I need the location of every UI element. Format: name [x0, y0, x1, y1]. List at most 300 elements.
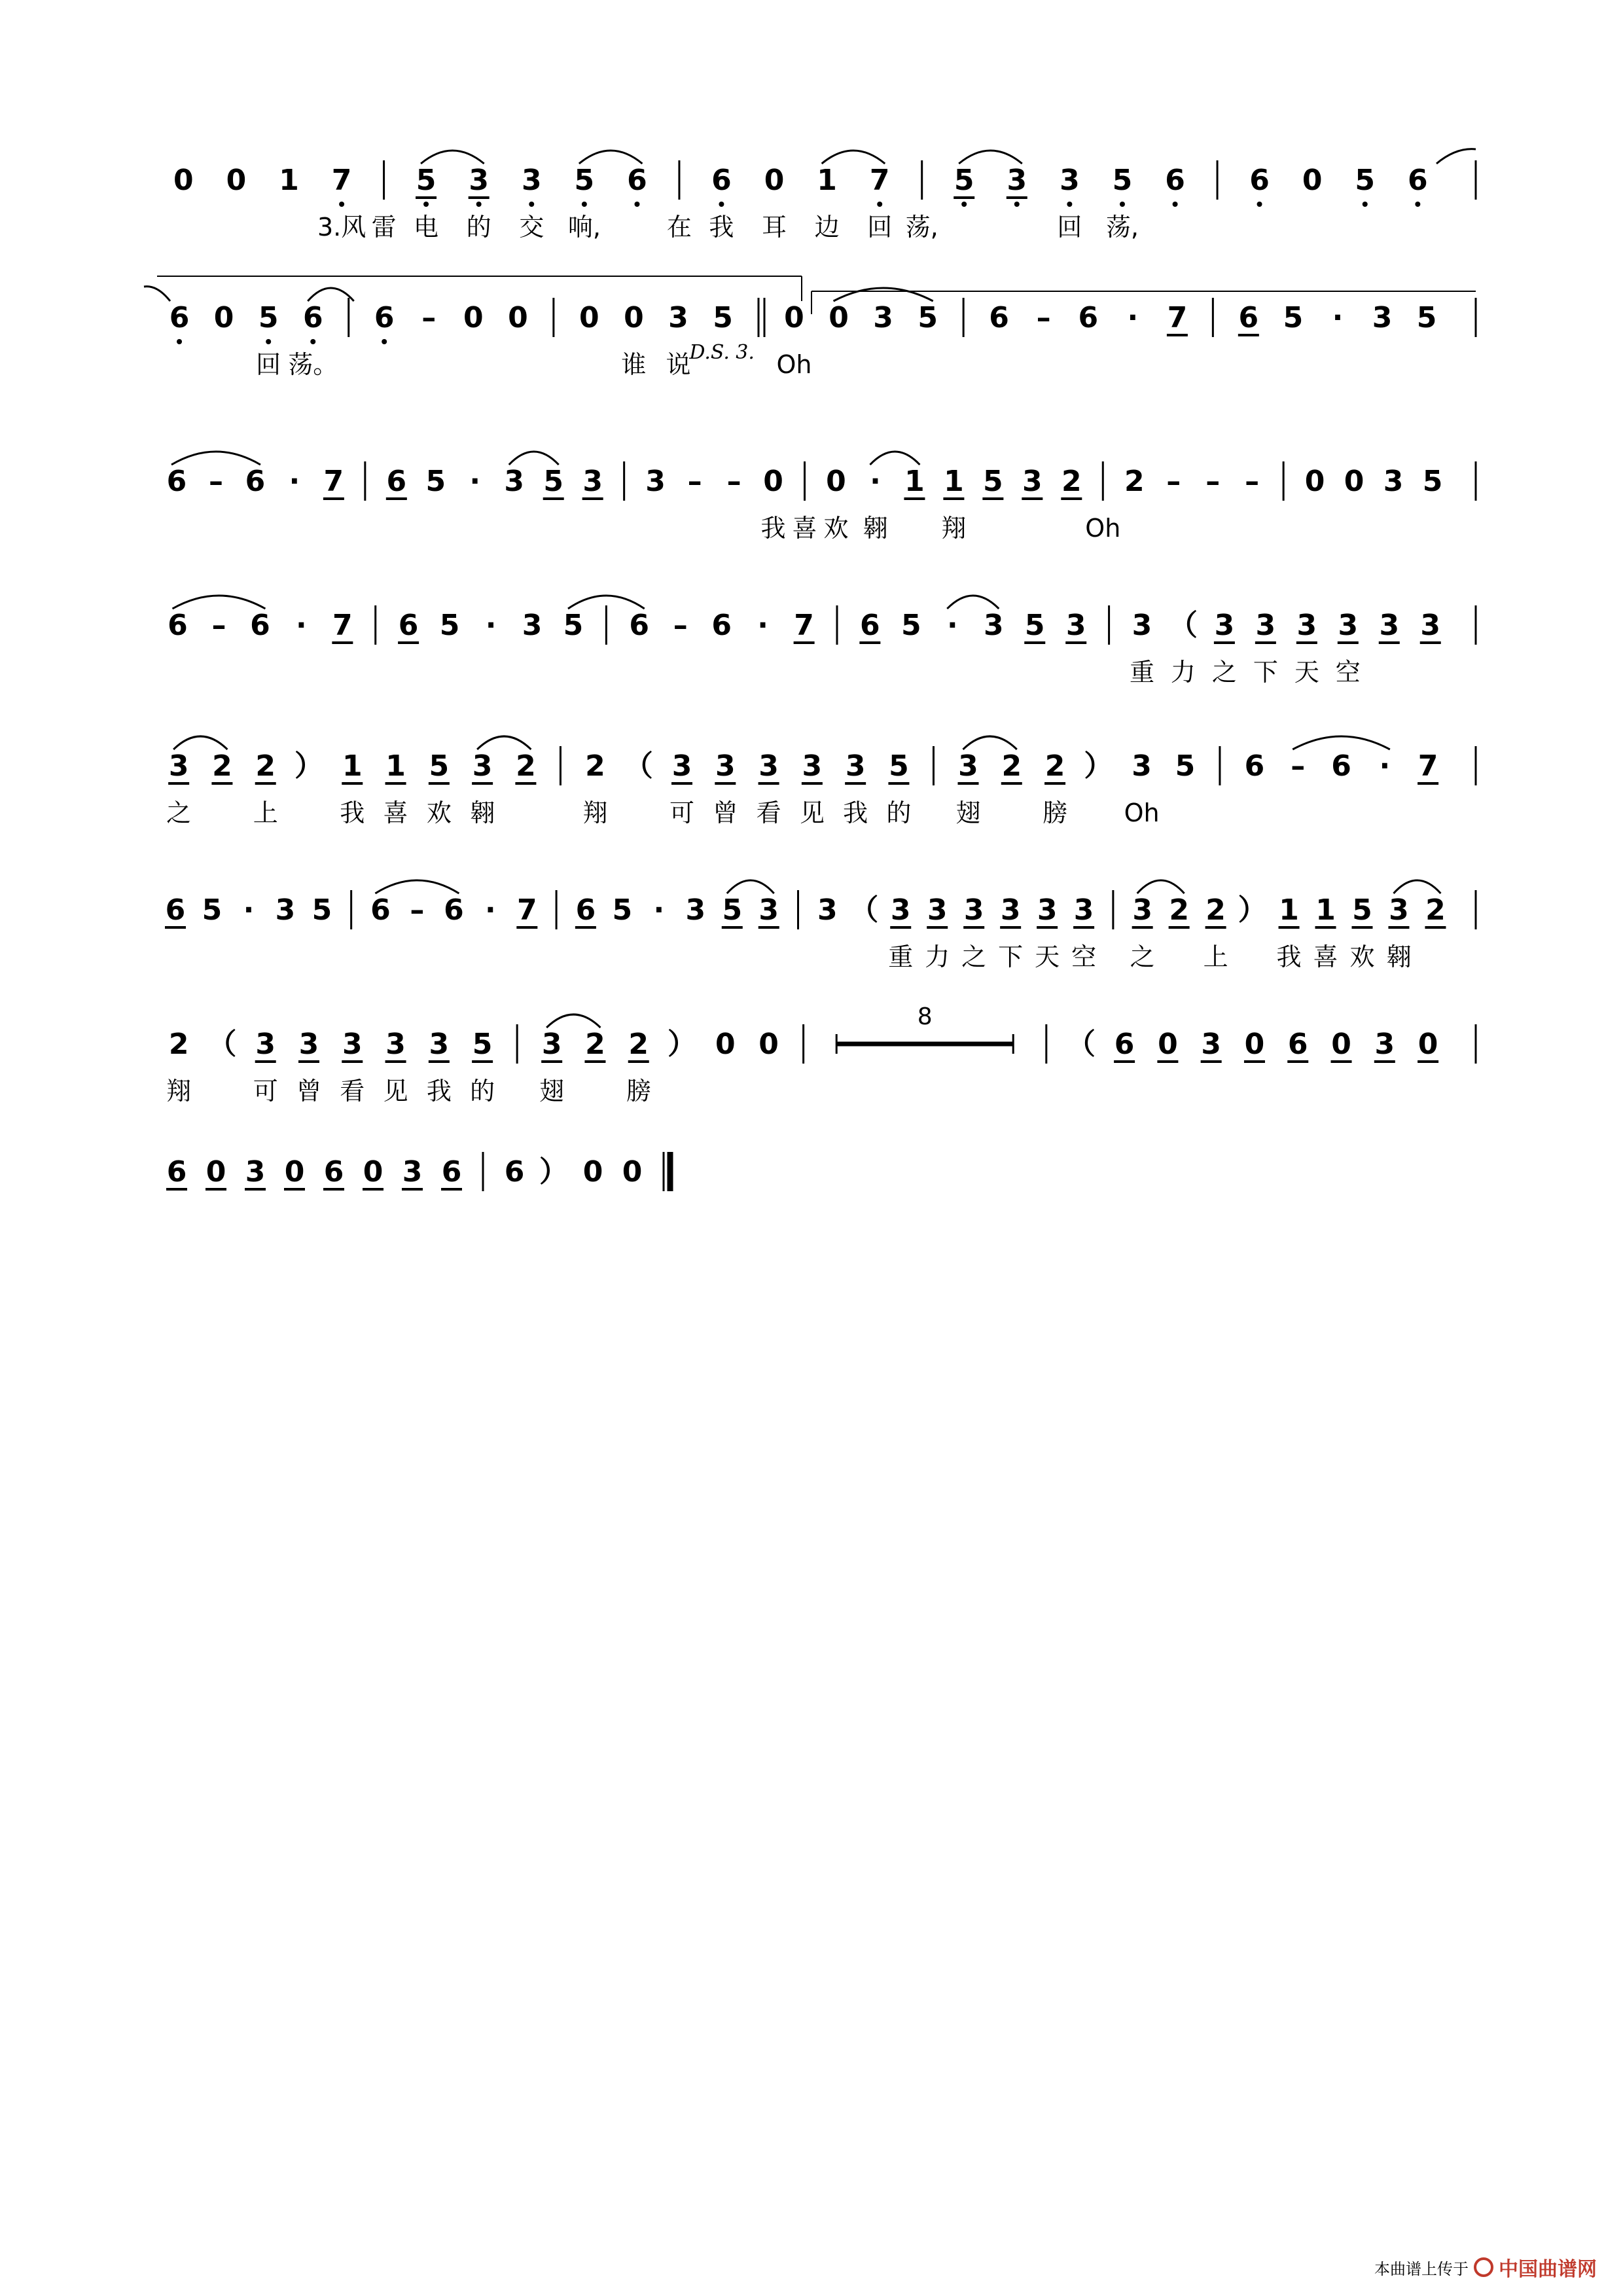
- note: 3: [168, 749, 189, 783]
- lyric: 我: [709, 213, 734, 242]
- note: 6: [323, 1155, 344, 1189]
- octave-dot: [961, 202, 967, 207]
- note: 0: [622, 1155, 643, 1189]
- note: 3: [298, 1028, 319, 1061]
- slur: [1293, 736, 1390, 749]
- upload-credit-text: 本曲谱上传于: [1374, 2259, 1469, 2278]
- lyric: 喜: [383, 798, 408, 827]
- octave-dot: [1120, 202, 1125, 207]
- lyric: 说: [666, 350, 691, 379]
- lyric: Oh: [776, 350, 812, 379]
- octave-dot: [719, 202, 724, 207]
- lyric: 欢: [1349, 942, 1375, 971]
- note: 0: [624, 301, 644, 334]
- lyric: 上: [1203, 942, 1228, 971]
- lyric: 荡。: [288, 350, 338, 379]
- note: 3: [1022, 465, 1043, 498]
- note: （: [624, 749, 653, 783]
- note: 3: [1132, 893, 1152, 927]
- note: 3: [342, 1028, 363, 1061]
- note: 3: [671, 749, 692, 783]
- note: 2: [1124, 465, 1145, 498]
- note: 3: [522, 609, 543, 642]
- octave-dot: [634, 202, 639, 207]
- note: 1: [817, 164, 837, 197]
- lyric: 可: [669, 798, 695, 827]
- site-footer: [1374, 2253, 1597, 2282]
- octave-dot: [1257, 202, 1262, 207]
- note: 2: [1205, 893, 1226, 927]
- note: 5: [1416, 301, 1437, 334]
- note: 1: [385, 749, 406, 783]
- note: 6: [166, 1155, 187, 1189]
- note: 6: [398, 609, 419, 642]
- note: 6: [711, 609, 732, 642]
- note: 1: [1279, 893, 1299, 927]
- octave-dot: [1173, 202, 1178, 207]
- note: 0: [1244, 1028, 1265, 1061]
- note: 6: [302, 301, 323, 334]
- note: 5: [416, 164, 437, 197]
- note: （: [849, 893, 879, 927]
- note: 1: [944, 465, 964, 498]
- slur: [375, 880, 459, 893]
- lyric: 下: [1253, 658, 1278, 687]
- lyric: 我: [760, 514, 786, 543]
- note: –: [410, 893, 425, 927]
- note: ·: [485, 609, 497, 642]
- note: 6: [504, 1155, 525, 1189]
- note: 5: [983, 465, 1003, 498]
- note: 5: [1283, 301, 1304, 334]
- note: 2: [212, 749, 232, 783]
- note: 6: [441, 1155, 462, 1189]
- note: 6: [1114, 1028, 1135, 1061]
- lyric: 我: [340, 798, 365, 827]
- note: 0: [829, 301, 849, 334]
- note: 3: [645, 465, 666, 498]
- note: 5: [722, 893, 743, 927]
- lyric: 的: [470, 1077, 495, 1105]
- note: 7: [1167, 301, 1188, 334]
- lyric: 见: [383, 1077, 408, 1105]
- note: ·: [243, 893, 255, 927]
- note: –: [726, 465, 741, 498]
- note: 3: [1255, 609, 1276, 642]
- note: 3: [958, 749, 978, 783]
- lyric: 翱: [470, 798, 495, 827]
- note: 2: [255, 749, 276, 783]
- octave-dot: [476, 202, 482, 207]
- note: 2: [1425, 893, 1446, 927]
- note: 5: [1355, 164, 1376, 197]
- note: 2: [628, 1028, 649, 1061]
- note: 3: [802, 749, 823, 783]
- lyric: 可: [253, 1077, 278, 1105]
- lyric: 边: [814, 213, 840, 242]
- note: 3: [469, 164, 489, 197]
- note: 3: [1132, 749, 1152, 783]
- note: 6: [575, 893, 596, 927]
- note: 3: [1065, 609, 1086, 642]
- note: 5: [258, 301, 279, 334]
- note: 0: [1344, 465, 1364, 498]
- note: 3: [1037, 893, 1058, 927]
- note: 3: [758, 893, 779, 927]
- note: –: [1245, 465, 1260, 498]
- note: 0: [579, 301, 599, 334]
- note: 3: [685, 893, 706, 927]
- note: 0: [173, 164, 194, 197]
- note: 0: [826, 465, 846, 498]
- note: 5: [1175, 749, 1196, 783]
- note: ）: [1084, 749, 1113, 783]
- note: 7: [794, 609, 814, 642]
- lyric: Oh: [1124, 798, 1160, 827]
- note: 0: [784, 301, 804, 334]
- note: 3: [1420, 609, 1441, 642]
- note: 2: [585, 749, 605, 783]
- note: 7: [869, 164, 890, 197]
- note: ·: [484, 893, 496, 927]
- site-logo-icon: [1474, 2257, 1493, 2277]
- note: 0: [715, 1028, 736, 1061]
- note: ·: [469, 465, 481, 498]
- slur: [579, 151, 643, 164]
- note: 6: [627, 164, 647, 197]
- note: 6: [860, 609, 880, 642]
- note: 5: [901, 609, 921, 642]
- note: 3: [817, 893, 838, 927]
- slur: [963, 736, 1016, 749]
- note: 3: [541, 1028, 562, 1061]
- lyric: 曾: [713, 798, 738, 827]
- lyric: 膀: [1043, 798, 1068, 827]
- note: （: [1066, 1028, 1096, 1061]
- note: ·: [653, 893, 665, 927]
- note: 0: [213, 301, 234, 334]
- note: 3: [845, 749, 866, 783]
- note: 5: [1112, 164, 1133, 197]
- note: 5: [574, 164, 595, 197]
- note: 2: [1001, 749, 1022, 783]
- lyric: 喜: [792, 514, 817, 543]
- lyric: 翔: [166, 1077, 192, 1105]
- lyric: 回: [867, 213, 893, 242]
- lyric: 在: [666, 213, 692, 242]
- note: 6: [629, 609, 650, 642]
- note: 1: [904, 465, 925, 498]
- note: 3: [1132, 609, 1152, 642]
- note: 0: [763, 465, 783, 498]
- octave-dot: [310, 339, 315, 344]
- note: ）: [294, 749, 323, 783]
- note: 5: [202, 893, 223, 927]
- note: 6: [374, 301, 395, 334]
- note: 0: [758, 1028, 779, 1061]
- lyric: 雷: [371, 213, 397, 242]
- note: 6: [1078, 301, 1099, 334]
- lyric: 力: [1170, 658, 1196, 687]
- octave-dot: [582, 202, 587, 207]
- octave-dot: [266, 339, 271, 344]
- note: 3: [983, 609, 1004, 642]
- octave-dot: [177, 339, 182, 344]
- lyric: 之: [961, 942, 987, 971]
- note: 3: [1374, 1028, 1395, 1061]
- note: ）: [668, 1028, 697, 1061]
- lyric: 荡,: [1105, 213, 1139, 242]
- note: 0: [284, 1155, 305, 1189]
- note: 3: [1372, 301, 1393, 334]
- note: 3: [715, 749, 736, 783]
- note: 6: [1165, 164, 1185, 197]
- note: 6: [1408, 164, 1428, 197]
- lyric: 翱: [1386, 942, 1412, 971]
- lyric: 欢: [426, 798, 452, 827]
- note: 5: [472, 1028, 493, 1061]
- note: 5: [429, 749, 450, 783]
- slur: [144, 287, 170, 301]
- note: 1: [342, 749, 363, 783]
- note: 3: [1379, 609, 1400, 642]
- lyric: 荡,: [905, 213, 938, 242]
- note: 0: [582, 1155, 603, 1189]
- note: 0: [1331, 1028, 1351, 1061]
- slur: [959, 151, 1022, 164]
- lyric: 天: [1294, 658, 1319, 687]
- note: 1: [279, 164, 299, 197]
- note: 3: [472, 749, 493, 783]
- note: ·: [1379, 749, 1391, 783]
- lyric: 天: [1035, 942, 1060, 971]
- rest-count: 8: [917, 1003, 933, 1030]
- octave-dot: [382, 339, 387, 344]
- note: ）: [1238, 893, 1267, 927]
- note: 7: [323, 465, 344, 498]
- lyric: 我: [426, 1077, 452, 1105]
- lyric: 之: [1130, 942, 1155, 971]
- note: 5: [312, 893, 332, 927]
- note: 3: [873, 301, 893, 334]
- note: 5: [713, 301, 733, 334]
- lyric: 回: [1057, 213, 1082, 242]
- lyric: 见: [799, 798, 825, 827]
- note: 3: [1338, 609, 1359, 642]
- note: 2: [1169, 893, 1189, 927]
- note: 7: [1418, 749, 1438, 783]
- lyric: 曾: [296, 1077, 321, 1105]
- note: 0: [764, 164, 785, 197]
- note: 6: [168, 609, 188, 642]
- slur: [509, 452, 559, 465]
- note: 5: [612, 893, 633, 927]
- note: 0: [205, 1155, 226, 1189]
- note: 0: [1302, 164, 1323, 197]
- note: 3: [245, 1155, 266, 1189]
- lyric: 力: [925, 942, 950, 971]
- note: 3: [963, 893, 984, 927]
- note: –: [673, 609, 688, 642]
- performance-mark: 3.: [736, 341, 755, 364]
- note: 7: [331, 164, 352, 197]
- note: –: [1166, 465, 1181, 498]
- lyric: 空: [1335, 658, 1361, 687]
- note: 0: [508, 301, 528, 334]
- lyric: 看: [340, 1077, 365, 1105]
- note: 3: [1383, 465, 1404, 498]
- slur: [171, 452, 260, 465]
- note: 3: [275, 893, 296, 927]
- note: 0: [463, 301, 484, 334]
- note: ·: [757, 609, 768, 642]
- note: 5: [1352, 893, 1372, 927]
- note: 7: [332, 609, 353, 642]
- note: 5: [889, 749, 909, 783]
- note: 3: [668, 301, 688, 334]
- slur: [308, 288, 353, 301]
- lyric: 响,: [567, 213, 601, 242]
- lyric: 空: [1071, 942, 1097, 971]
- lyric: 重: [1129, 658, 1154, 687]
- lyric: 翔: [941, 514, 967, 543]
- note: 1: [1315, 893, 1336, 927]
- note: 0: [1418, 1028, 1438, 1061]
- note: 6: [386, 465, 407, 498]
- performance-mark: D.S.: [689, 341, 730, 364]
- note: 0: [363, 1155, 383, 1189]
- note: 2: [1061, 465, 1082, 498]
- lyric: 翅: [955, 798, 981, 827]
- note: ·: [1332, 301, 1344, 334]
- slur: [947, 596, 999, 609]
- octave-dot: [877, 202, 882, 207]
- lyric: 之: [166, 798, 192, 827]
- note: 6: [166, 465, 187, 498]
- lyric: 的: [886, 798, 912, 827]
- note: 5: [918, 301, 938, 334]
- octave-dot: [529, 202, 534, 207]
- note: 6: [1249, 164, 1270, 197]
- lyric: 我: [843, 798, 868, 827]
- note: 3: [758, 749, 779, 783]
- lyric: 喜: [1313, 942, 1338, 971]
- note: 6: [250, 609, 270, 642]
- note: 6: [989, 301, 1009, 334]
- note: –: [208, 465, 223, 498]
- note: 3: [1296, 609, 1317, 642]
- note: 5: [563, 609, 584, 642]
- lyric: 翱: [863, 514, 888, 543]
- note: –: [421, 301, 437, 334]
- octave-dot: [423, 202, 429, 207]
- note: 3: [890, 893, 911, 927]
- lyric: 电: [414, 213, 439, 242]
- lyric: 我: [1276, 942, 1302, 971]
- note: 2: [168, 1028, 189, 1061]
- note: 6: [1238, 301, 1259, 334]
- slur: [1137, 880, 1185, 893]
- note: –: [1291, 749, 1306, 783]
- slur: [477, 736, 531, 749]
- note: 6: [1287, 1028, 1308, 1061]
- note: 0: [1158, 1028, 1178, 1061]
- note: ·: [870, 465, 881, 498]
- note: ·: [289, 465, 300, 498]
- lyric: 翅: [539, 1077, 565, 1105]
- lyric: 回: [256, 350, 281, 379]
- note: 2: [585, 1028, 605, 1061]
- octave-dot: [1014, 202, 1020, 207]
- slur: [173, 736, 227, 749]
- site-brand-link[interactable]: 中国曲谱网: [1499, 2258, 1597, 2281]
- note: 3: [1007, 164, 1027, 197]
- note: 3: [402, 1155, 423, 1189]
- note: 3: [1060, 164, 1080, 197]
- note: 5: [425, 465, 446, 498]
- note: 6: [1331, 749, 1351, 783]
- note: 3: [385, 1028, 406, 1061]
- slur: [546, 1014, 600, 1028]
- octave-dot: [1363, 202, 1368, 207]
- slur: [822, 151, 885, 164]
- note: 3: [1201, 1028, 1221, 1061]
- note: 0: [1304, 465, 1325, 498]
- lyric: 膀: [626, 1077, 651, 1105]
- note: 5: [954, 164, 974, 197]
- note: 5: [1422, 465, 1443, 498]
- lyric: 欢: [823, 514, 849, 543]
- note: 3: [1000, 893, 1021, 927]
- note: –: [211, 609, 226, 642]
- note: –: [687, 465, 702, 498]
- lyric: 上: [253, 798, 278, 827]
- note: （: [1168, 609, 1198, 642]
- note: ·: [1127, 301, 1139, 334]
- note: –: [1205, 465, 1221, 498]
- note: 3: [927, 893, 948, 927]
- lyric: 耳: [762, 213, 787, 242]
- note: 3: [429, 1028, 450, 1061]
- note: 6: [165, 893, 186, 927]
- note: 3: [1214, 609, 1235, 642]
- lyric: 的: [466, 213, 491, 242]
- note: ）: [539, 1155, 568, 1189]
- lyric: 看: [756, 798, 781, 827]
- note: 5: [439, 609, 460, 642]
- note: 5: [1024, 609, 1045, 642]
- note: 6: [370, 893, 391, 927]
- note: 3: [1073, 893, 1094, 927]
- slur: [1393, 880, 1440, 893]
- note: 6: [245, 465, 266, 498]
- slur: [421, 151, 484, 164]
- lyric: Oh: [1085, 514, 1121, 543]
- slur: [727, 880, 774, 893]
- lyric: 之: [1211, 658, 1237, 687]
- note: 6: [711, 164, 732, 197]
- note: 3: [1389, 893, 1409, 927]
- slur: [834, 288, 933, 301]
- note: 6: [444, 893, 464, 927]
- lyric: 翔: [582, 798, 608, 827]
- octave-dot: [1067, 202, 1072, 207]
- slur: [172, 596, 265, 609]
- lyric: 重: [888, 942, 914, 971]
- slur: [870, 452, 919, 465]
- octave-dot: [1415, 202, 1420, 207]
- lyric: 3.风: [317, 213, 366, 242]
